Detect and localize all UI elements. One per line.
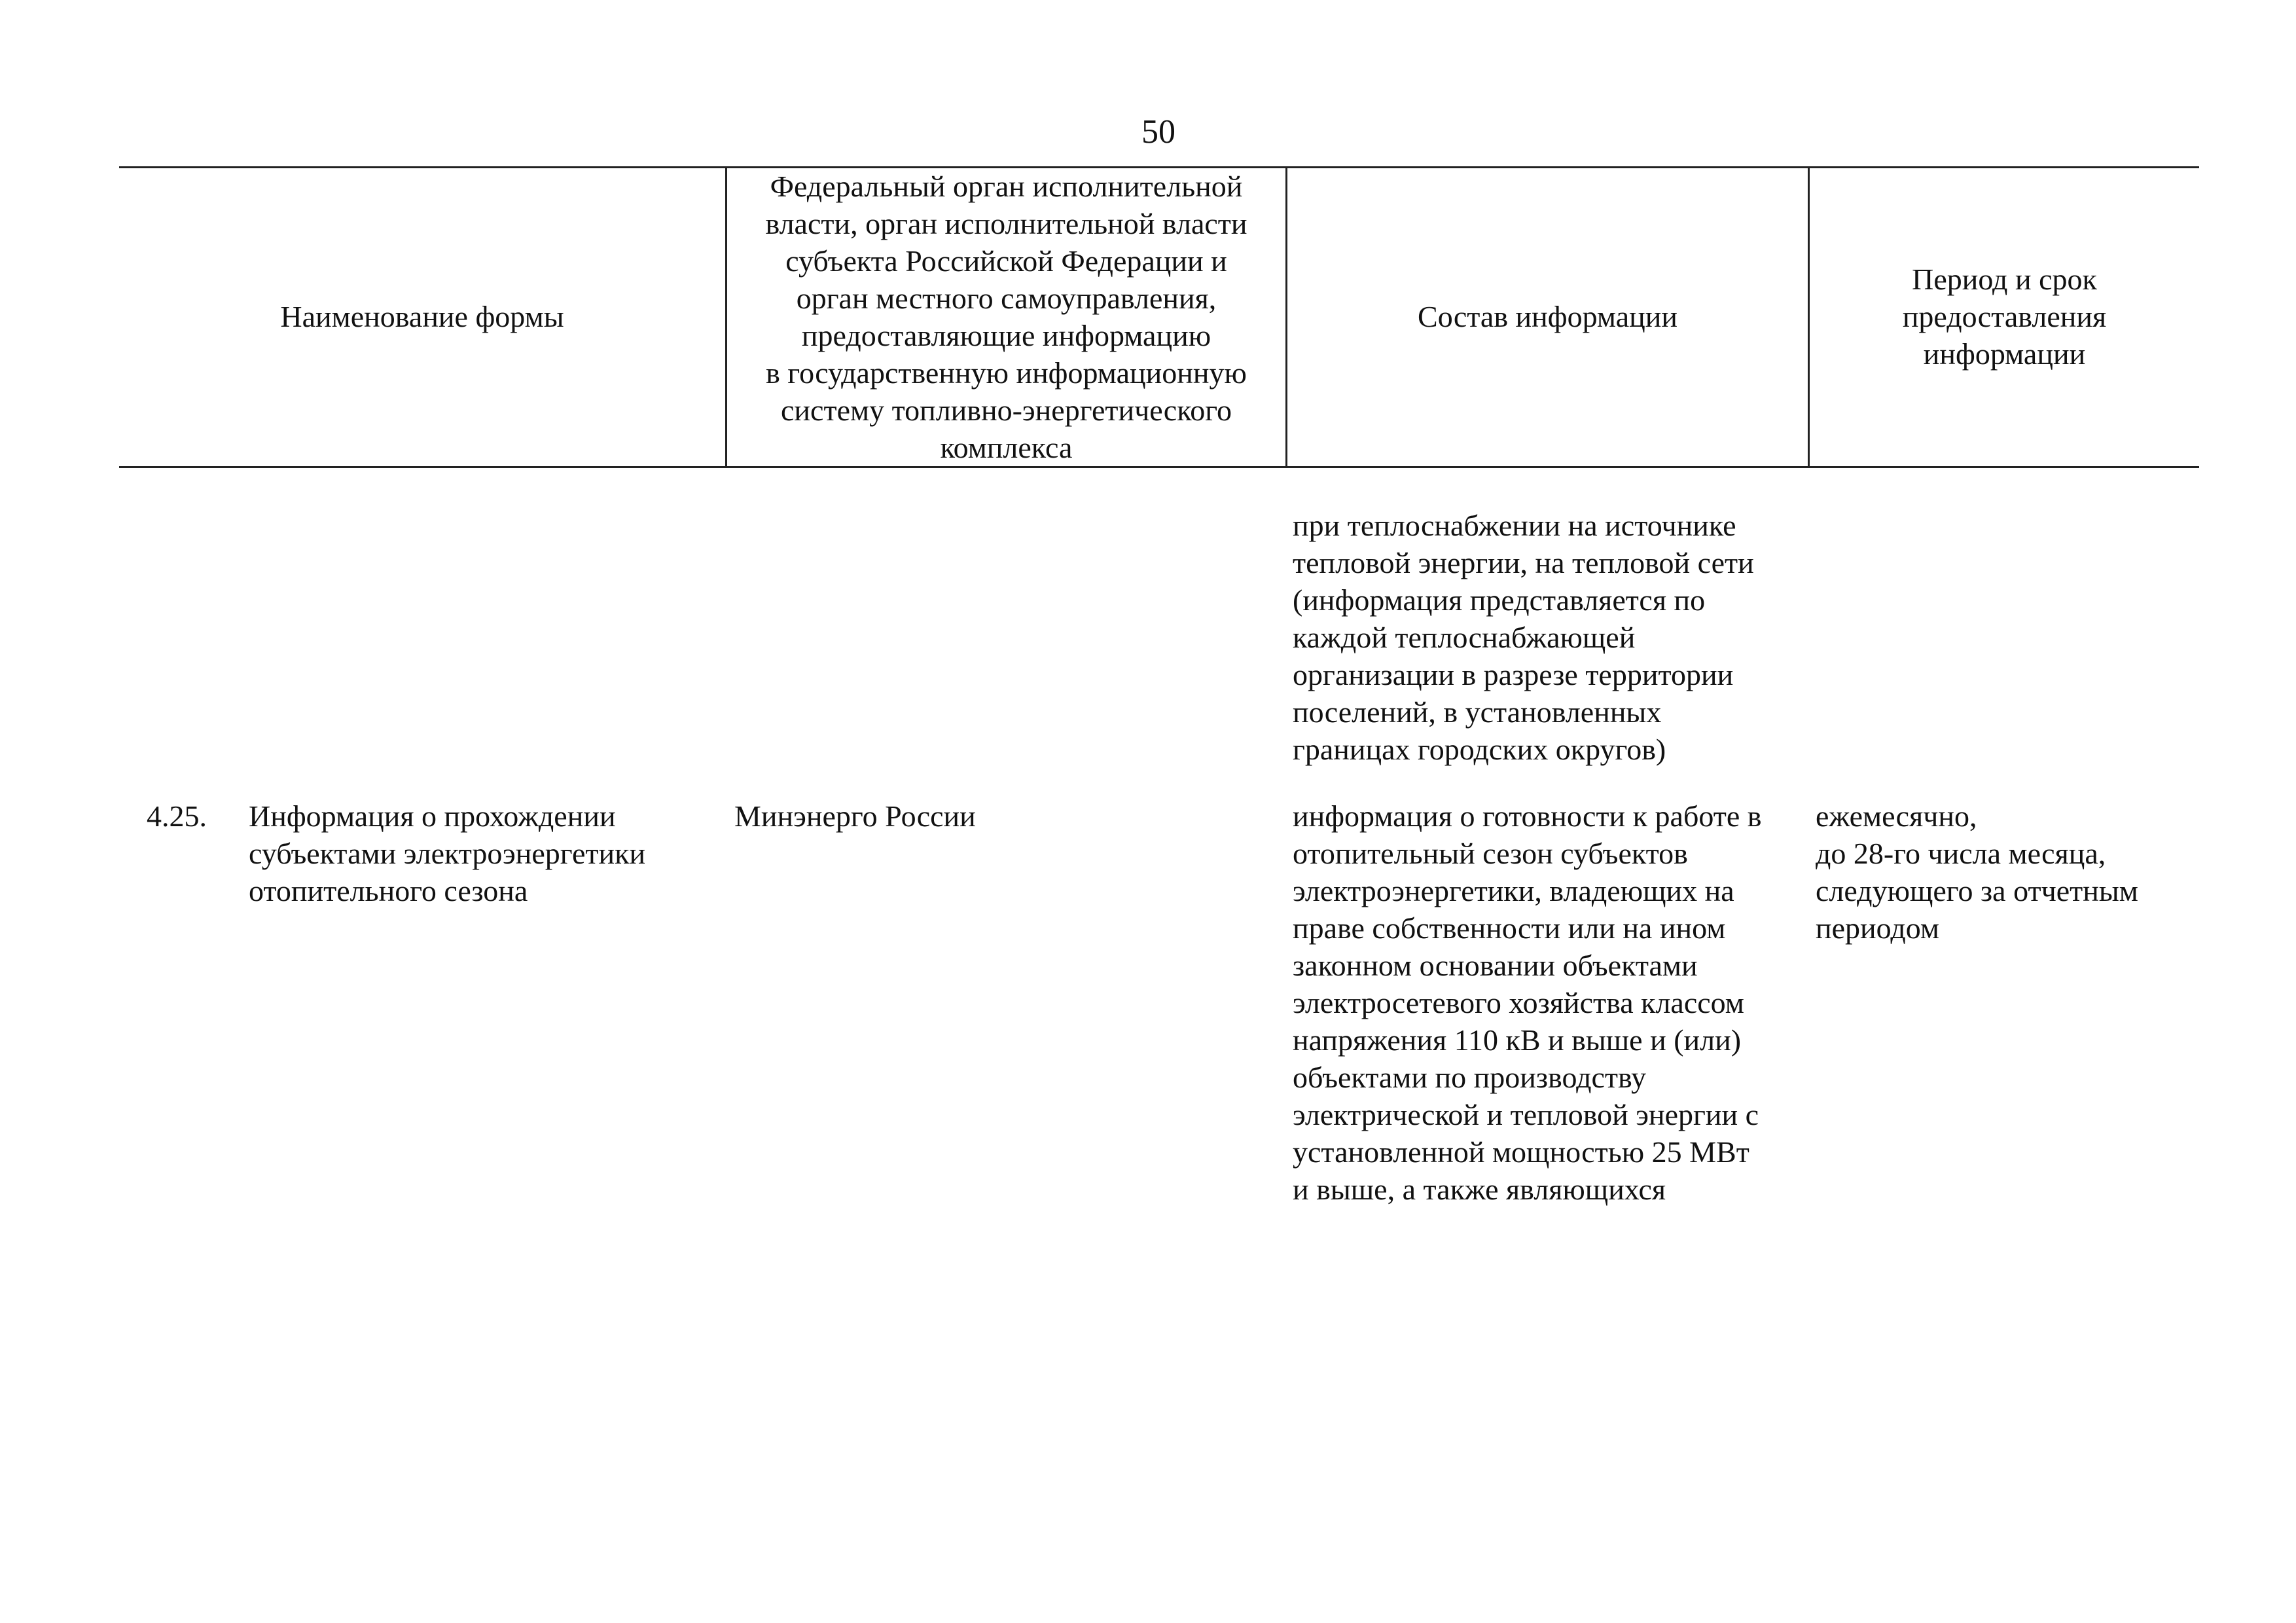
header-authority-line: Федеральный орган исполнительной: [770, 169, 1243, 203]
row-form-name: [249, 797, 645, 909]
header-period: [1810, 168, 2199, 465]
text-line: праве собственности или на ином: [1293, 911, 1726, 945]
text-line: электроэнергетики, владеющих на: [1293, 874, 1734, 907]
text-line: субъектами электроэнергетики: [249, 837, 646, 870]
text-line: и выше, а также являющихся: [1293, 1173, 1666, 1206]
header-authority-line: субъекта Российской Федерации и: [785, 244, 1227, 278]
row-number: 4.25.: [147, 799, 207, 833]
header-authority-line: в государственную информационную: [766, 356, 1247, 390]
text-line: поселений, в установленных: [1293, 695, 1662, 729]
text-line: периодом: [1816, 911, 1939, 945]
text-line: каждой теплоснабжающей: [1293, 621, 1636, 654]
header-authority-line: комплекса: [940, 430, 1073, 464]
text-line: электрической и тепловой энергии с: [1293, 1098, 1759, 1131]
row-composition: [1293, 797, 1761, 1208]
text-line: Информация о прохождении: [249, 799, 616, 833]
page-number: 50: [1141, 113, 1175, 151]
text-line: организации в разрезе территории: [1293, 658, 1734, 691]
header-form-name-line: Наименование формы: [280, 300, 564, 333]
header-authority-line: власти, орган исполнительной власти: [765, 206, 1247, 240]
text-line: отопительного сезона: [249, 874, 528, 907]
text-line: отопительный сезон субъектов: [1293, 837, 1688, 870]
text-line: границах городских округов): [1293, 733, 1666, 766]
header-authority-line: предоставляющие информацию: [801, 318, 1211, 352]
text-line: установленной мощностью 25 МВт: [1293, 1135, 1749, 1169]
table-header-bottom-rule: [119, 466, 2199, 468]
row-authority: [734, 797, 976, 835]
text-line: законном основании объектами: [1293, 949, 1698, 982]
text-line: ежемесячно,: [1816, 799, 1977, 833]
row-period: [1816, 797, 2138, 947]
header-authority: [727, 168, 1285, 465]
header-composition-line: Состав информации: [1418, 300, 1677, 333]
header-form-name: [119, 168, 725, 465]
header-period-line: информации: [1923, 337, 2086, 371]
text-line: тепловой энергии, на тепловой сети: [1293, 546, 1754, 579]
header-authority-line: орган местного самоуправления,: [796, 281, 1217, 315]
header-authority-line: систему топливно-энергетического: [781, 393, 1232, 427]
text-line: при теплоснабжении на источнике: [1293, 509, 1736, 542]
text-line: информация о готовности к работе в: [1293, 799, 1762, 833]
text-line: (информация представляется по: [1293, 583, 1706, 617]
text-line: следующего за отчетным: [1816, 874, 2138, 907]
text-line: напряжения 110 кВ и выше и (или): [1293, 1023, 1742, 1057]
text-line: Минэнерго России: [734, 799, 976, 833]
text-line: до 28-го числа месяца,: [1816, 837, 2106, 870]
text-line: объектами по производству: [1293, 1061, 1647, 1094]
header-period-line: Период и срок: [1912, 263, 2097, 296]
continuation-composition: [1293, 507, 1754, 768]
header-composition: [1287, 168, 1808, 465]
header-period-line: предоставления: [1902, 300, 2107, 333]
text-line: электросетевого хозяйства классом: [1293, 986, 1744, 1019]
